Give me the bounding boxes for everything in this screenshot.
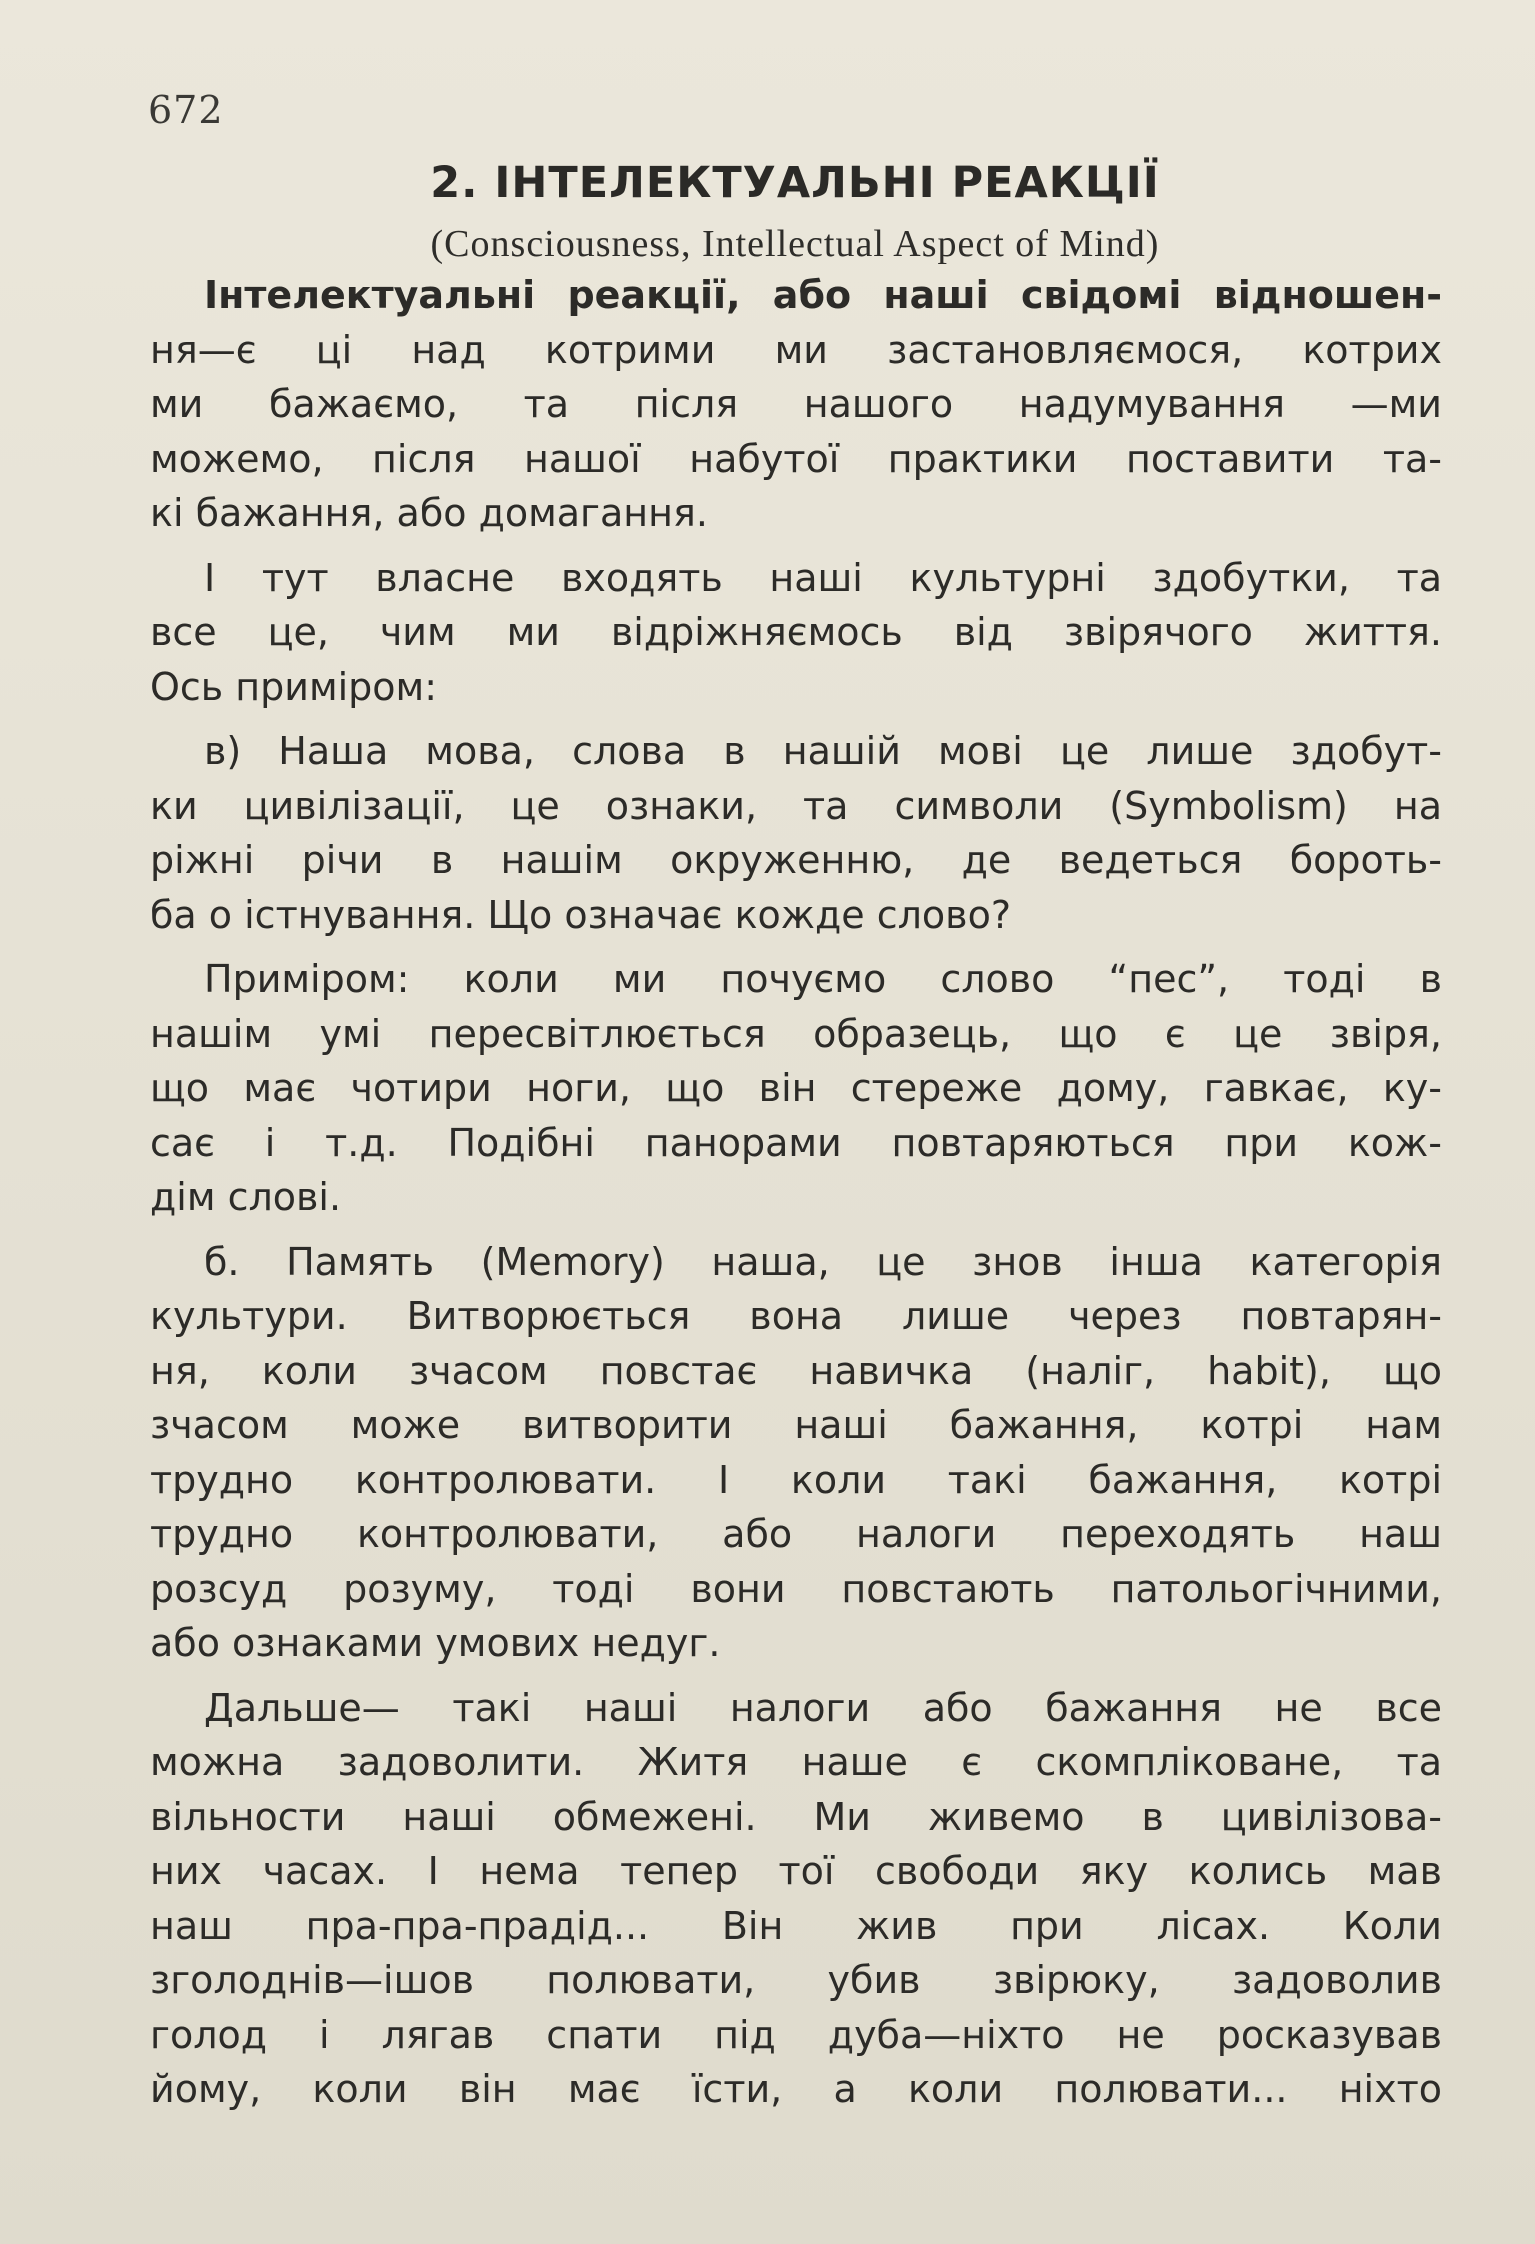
text-line: все це, чим ми відріжняємось від звірячого життя.	[150, 610, 1442, 654]
text-line: сає і т.д. Подібні панорами повтаряються при кож-	[150, 1120, 1442, 1165]
text-line: ня, коли зчасом повстає навичка (наліг, habit), що	[150, 1348, 1442, 1393]
text-line: йому, коли він має їсти, а коли полювати... ніхто	[150, 2067, 1442, 2111]
text-line: голод і лягав спати під дуба—ніхто не росказував	[150, 2012, 1442, 2057]
section-heading: 2. ІНТЕЛЕКТУАЛЬНІ РЕАКЦІЇ	[430, 158, 1160, 208]
section-subheading: (Consciousness, Intellectual Aspect of Mind)	[430, 223, 1160, 265]
text-line: зчасом може витворити наші бажання, котрі нам	[150, 1403, 1442, 1447]
text-line: зголоднів—ішов полювати, убив звірюку, задоволив	[150, 1958, 1442, 2002]
text-line: ба о істнування. Що означає кожде слово?	[150, 892, 1011, 937]
text-line: дім слові.	[150, 1175, 342, 1219]
text-line: в) Наша мова, слова в нашій мові це лише здобут-	[204, 729, 1442, 773]
text-line: ня—є ці над котрими ми застановляємося, котрих	[150, 327, 1442, 372]
text-line: трудно контролювати, або налоги переходять наш	[150, 1512, 1442, 1556]
text-line: б. Память (Memory) наша, це знов інша категорія	[204, 1239, 1442, 1284]
page-number: 672	[148, 88, 224, 132]
text-line: розсуд розуму, тоді вони повстають патольогічними,	[150, 1566, 1442, 1611]
text-line: кі бажання, або домагання.	[150, 491, 708, 535]
text-line: Ось приміром:	[150, 664, 438, 709]
text-line: або ознаками умових недуг.	[150, 1621, 721, 1665]
body-text	[150, 268, 1442, 2117]
text-line: що має чотири ноги, що він стереже дому, гавкає, ку-	[150, 1066, 1442, 1110]
text-line: можна задоволити. Житя наше є скомпліковане, та	[150, 1740, 1442, 1784]
text-line: ми бажаємо, та після нашого надумування —ми	[150, 382, 1442, 426]
text-line: ки цивілізації, це ознаки, та символи (Symbolism) на	[150, 783, 1442, 828]
text-line: Інтелектуальні реакції, або наші свідомі відношен-	[204, 273, 1442, 317]
text-line: І тут власне входять наші культурні здобутки, та	[204, 555, 1442, 600]
text-line: можемо, після нашої набутої практики поставити та-	[150, 436, 1442, 481]
text-line: нашім умі пересвітлюється образець, що є це звіря,	[150, 1011, 1442, 1056]
text-line: Дальше— такі наші налоги або бажання не все	[204, 1685, 1442, 1730]
text-line: трудно контролювати. І коли такі бажання, котрі	[150, 1457, 1442, 1502]
text-line: ріжні річи в нашім окруженню, де ведеться бороть-	[150, 838, 1442, 882]
text-line: культури. Витворюється вона лише через повтарян-	[150, 1294, 1442, 1338]
text-line: Приміром: коли ми почуємо слово “пес”, тоді в	[204, 957, 1442, 1001]
text-line: вільности наші обмежені. Ми живемо в цивілізова-	[150, 1794, 1442, 1839]
text-line: наш пра-пра-прадід... Він жив при лісах. Коли	[150, 1903, 1442, 1948]
text-line: них часах. І нема тепер тої свободи яку колись мав	[150, 1849, 1442, 1893]
